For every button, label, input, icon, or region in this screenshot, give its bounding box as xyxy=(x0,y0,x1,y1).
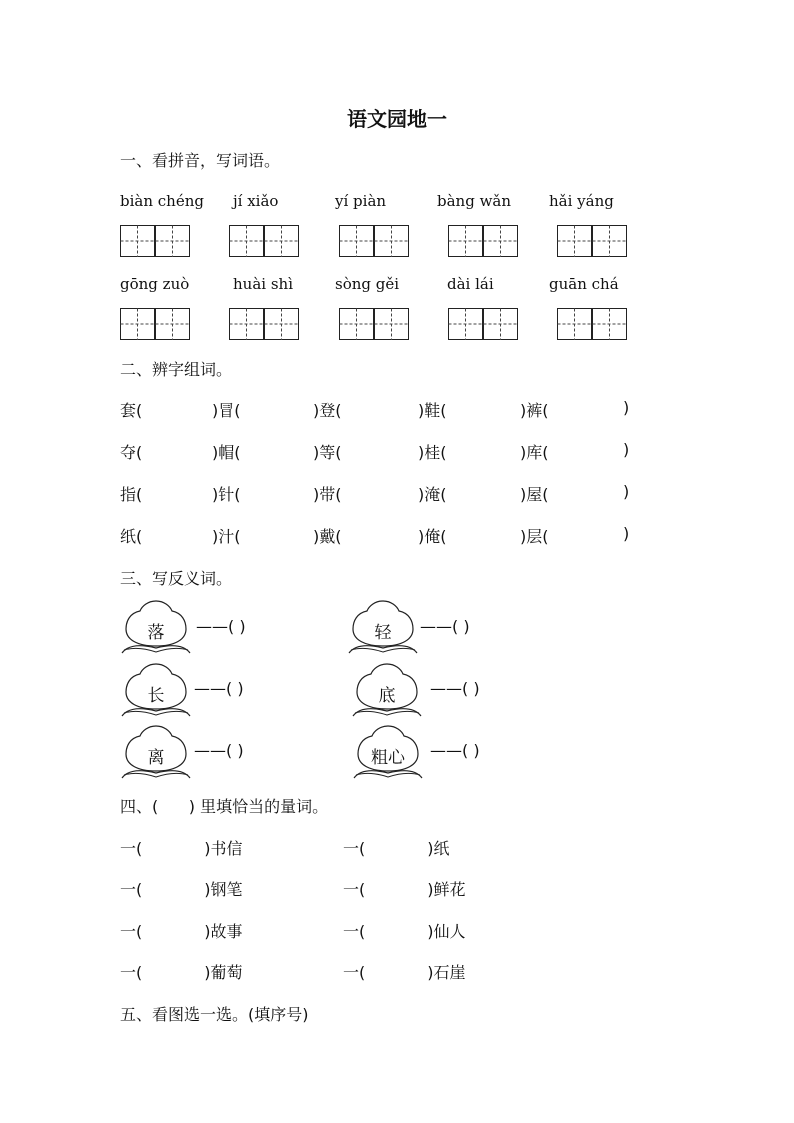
measure-item xyxy=(343,919,466,942)
pinyin-1-2: jí xiǎo xyxy=(233,192,279,210)
char-cell: ) xyxy=(623,398,630,417)
char-cell: )等( xyxy=(313,443,342,462)
char-cell: )淹( xyxy=(418,485,447,504)
writing-grid[interactable] xyxy=(229,308,299,340)
measure-post: )故事 xyxy=(204,922,243,941)
pinyin-1-1: biàn chéng xyxy=(120,192,204,210)
antonym-blank[interactable]: ——( ) xyxy=(196,617,246,636)
section2-heading: 二、辨字组词。 xyxy=(120,360,233,379)
pinyin-2-2: huài shì xyxy=(233,275,293,293)
antonym-blank[interactable]: ——( ) xyxy=(194,741,244,760)
measure-post: )书信 xyxy=(204,839,243,858)
char-cell: )桂( xyxy=(418,443,447,462)
antonym-word: 轻 xyxy=(374,623,392,643)
section1-heading: 一、看拼音，写词语。 xyxy=(120,151,281,170)
measure-post: )鲜花 xyxy=(427,880,466,899)
pinyin-1-5: hǎi yáng xyxy=(549,192,614,210)
measure-item xyxy=(120,877,243,900)
pinyin-2-5: guān chá xyxy=(549,275,619,293)
char-cell: )汁( xyxy=(212,527,241,546)
char-cell: ) xyxy=(623,482,630,501)
measure-item xyxy=(343,836,450,859)
measure-pre: 一( xyxy=(343,839,366,858)
char-cell: )屋( xyxy=(520,485,549,504)
measure-item xyxy=(120,836,243,859)
char-cell: ) xyxy=(623,524,630,543)
antonym-word: 落 xyxy=(147,623,165,643)
section4-heading: 四、( ) 里填恰当的量词。 xyxy=(120,797,329,816)
pinyin-2-1: gōng zuò xyxy=(120,275,190,293)
measure-post: )纸 xyxy=(427,839,450,858)
writing-grid[interactable] xyxy=(448,225,518,257)
char-row-1 xyxy=(0,398,794,420)
section5-heading: 五、看图选一选。(填序号) xyxy=(120,1005,309,1024)
char-cell: 夺( xyxy=(120,443,143,462)
measure-pre: 一( xyxy=(120,839,143,858)
char-cell: 纸( xyxy=(120,527,143,546)
measure-pre: 一( xyxy=(343,963,366,982)
measure-post: )钢笔 xyxy=(204,880,243,899)
writing-grid[interactable] xyxy=(557,225,627,257)
writing-grid[interactable] xyxy=(339,308,409,340)
char-cell: )带( xyxy=(313,485,342,504)
measure-pre: 一( xyxy=(120,922,143,941)
pinyin-1-3: yí piàn xyxy=(335,192,387,210)
pinyin-2-3: sòng gěi xyxy=(335,275,400,293)
measure-post: )石崖 xyxy=(427,963,466,982)
antonym-word: 长 xyxy=(147,686,165,706)
measure-pre: 一( xyxy=(343,880,366,899)
char-cell: )俺( xyxy=(418,527,447,546)
antonym-word: 粗心 xyxy=(371,748,405,768)
antonym-word: 离 xyxy=(147,748,165,768)
antonym-blank[interactable]: ——( ) xyxy=(194,679,244,698)
char-cell: )裤( xyxy=(520,401,549,420)
measure-pre: 一( xyxy=(120,880,143,899)
measure-pre: 一( xyxy=(343,922,366,941)
char-cell: )库( xyxy=(520,443,549,462)
writing-grid[interactable] xyxy=(557,308,627,340)
antonym-word: 底 xyxy=(378,686,396,706)
char-cell: )戴( xyxy=(313,527,342,546)
writing-grid[interactable] xyxy=(120,225,190,257)
char-cell: )层( xyxy=(520,527,549,546)
measure-post: )仙人 xyxy=(427,922,466,941)
section3-heading: 三、写反义词。 xyxy=(120,569,233,588)
measure-post: )葡萄 xyxy=(204,963,243,982)
measure-item xyxy=(120,960,243,983)
char-cell: )帽( xyxy=(212,443,241,462)
antonym-blank[interactable]: ——( ) xyxy=(420,617,470,636)
char-cell: )鞋( xyxy=(418,401,447,420)
measure-item xyxy=(120,919,243,942)
page-title: 语文园地一 xyxy=(347,107,447,131)
char-cell: )冒( xyxy=(212,401,241,420)
measure-item xyxy=(343,960,466,983)
measure-item xyxy=(343,877,466,900)
antonym-blank[interactable]: ——( ) xyxy=(430,679,480,698)
char-cell: 套( xyxy=(120,401,143,420)
pinyin-1-4: bàng wǎn xyxy=(437,192,512,210)
pinyin-2-4: dài lái xyxy=(447,275,494,293)
writing-grid[interactable] xyxy=(120,308,190,340)
measure-pre: 一( xyxy=(120,963,143,982)
char-cell: 指( xyxy=(120,485,143,504)
char-row-2 xyxy=(0,440,794,462)
char-cell: )登( xyxy=(313,401,342,420)
antonym-blank[interactable]: ——( ) xyxy=(430,741,480,760)
writing-grid[interactable] xyxy=(448,308,518,340)
char-row-4 xyxy=(0,524,794,546)
char-cell: ) xyxy=(623,440,630,459)
writing-grid[interactable] xyxy=(229,225,299,257)
writing-grid[interactable] xyxy=(339,225,409,257)
char-cell: )针( xyxy=(212,485,241,504)
char-row-3 xyxy=(0,482,794,504)
